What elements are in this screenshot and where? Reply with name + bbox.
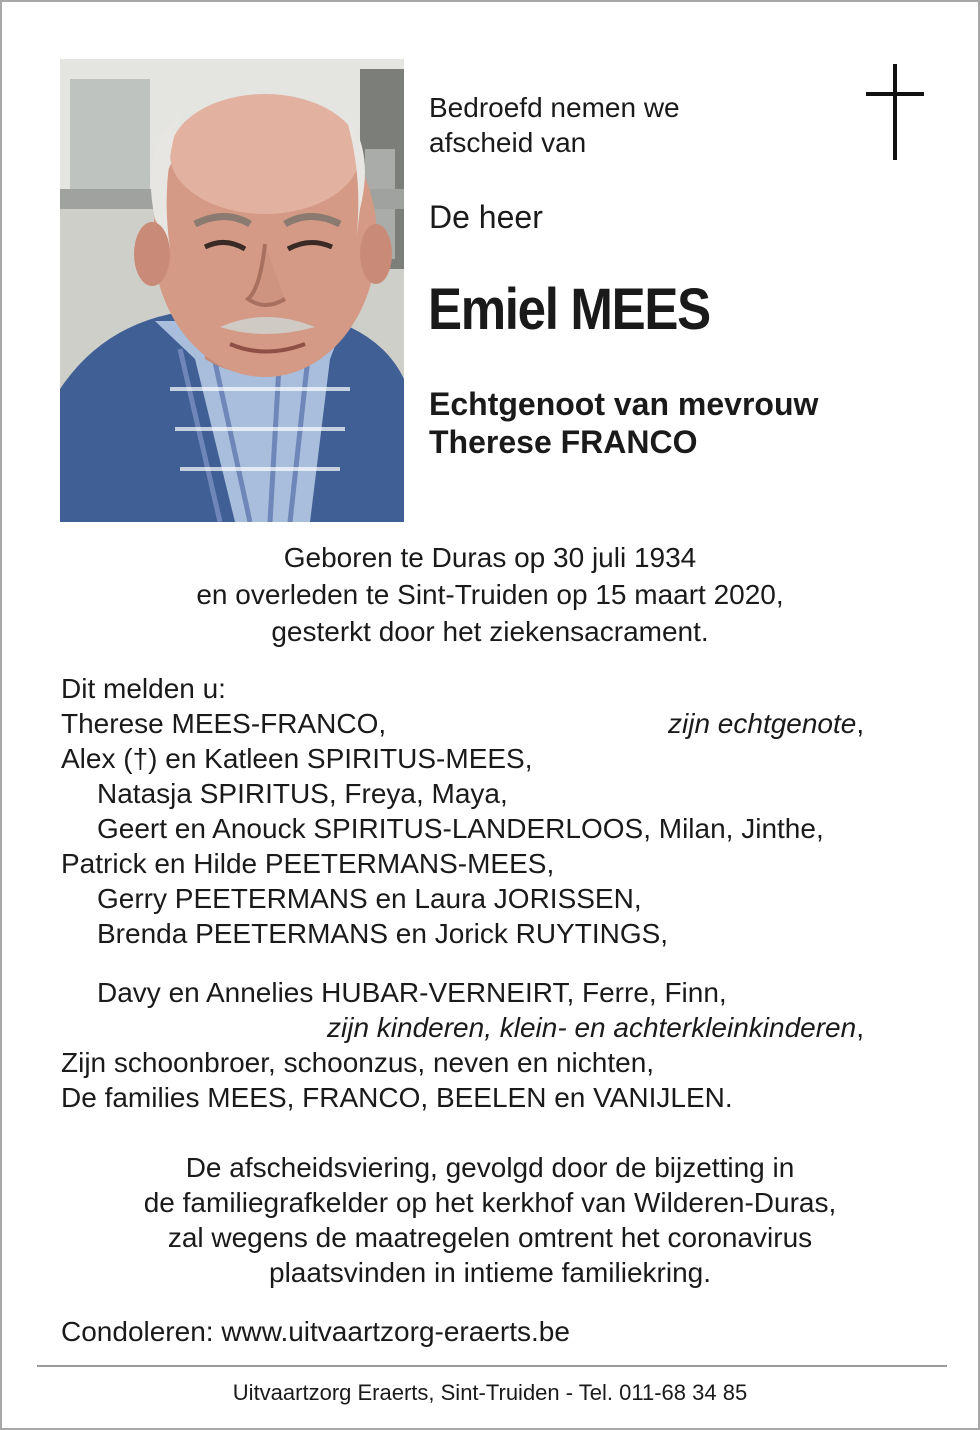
ceremony-line: De afscheidsviering, gevolgd door de bijzetting in — [185, 1152, 795, 1183]
biography — [2, 539, 978, 650]
footer-text: Uitvaartzorg Eraerts, Sint-Truiden - Tel. 011-68 34 85 — [232, 1380, 748, 1405]
footer-divider — [37, 1365, 947, 1367]
children-relation-row — [61, 1010, 941, 1045]
honorific: De heer — [429, 199, 543, 235]
family-row-spouse — [61, 706, 941, 741]
family-line: Alex (†) en Katleen SPIRITUS-MEES, — [61, 743, 533, 774]
children-relation-suffix: , — [856, 1012, 864, 1043]
latin-cross-icon — [866, 64, 924, 160]
family-line: Gerry PEETERMANS en Laura JORISSEN, — [97, 883, 642, 914]
family-other: De families MEES, FRANCO, BEELEN en VANIJLEN. — [61, 1082, 733, 1113]
ceremony-line: plaatsvinden in intieme familiekring. — [269, 1257, 711, 1288]
intro-line: afscheid van — [429, 127, 587, 158]
condolences-link[interactable]: Condoleren: www.uitvaartzorg-eraerts.be — [61, 1316, 570, 1347]
ceremony-text — [2, 1150, 978, 1290]
biography-line: en overleden te Sint-Truiden op 15 maart 2020, — [196, 579, 784, 610]
family-heading: Dit melden u: — [61, 673, 226, 704]
portrait-photo — [60, 59, 404, 522]
intro-line: Bedroefd nemen we — [429, 92, 680, 123]
spouse-name: Therese MEES-FRANCO, — [61, 708, 387, 739]
family-line: Davy en Annelies HUBAR-VERNEIRT, Ferre, Finn, — [97, 977, 727, 1008]
family-other: Zijn schoonbroer, schoonzus, neven en nichten, — [61, 1047, 655, 1078]
family-line: Patrick en Hilde PEETERMANS-MEES, — [61, 848, 555, 879]
family-line: Geert en Anouck SPIRITUS-LANDERLOOS, Milan, Jinthe, — [97, 813, 824, 844]
family-list — [61, 671, 941, 1115]
deceased-name: Emiel MEES — [428, 277, 710, 342]
spouse-line — [429, 385, 818, 461]
biography-line: Geboren te Duras op 30 juli 1934 — [283, 542, 697, 573]
family-line: Natasja SPIRITUS, Freya, Maya, — [97, 778, 508, 809]
ceremony-line: de familiegrafkelder op het kerkhof van Wilderen-Duras, — [143, 1187, 837, 1218]
spouse-relation — [668, 706, 864, 741]
spouse-line-1: Echtgenoot van mevrouw — [429, 386, 819, 422]
children-relation-text: zijn kinderen, klein- en achterkleinkinderen — [327, 1012, 857, 1043]
spouse-relation-suffix: , — [856, 708, 865, 739]
ceremony-line: zal wegens de maatregelen omtrent het coronavirus — [167, 1222, 813, 1253]
spouse-line-2: Therese FRANCO — [429, 424, 698, 460]
intro-text — [429, 90, 829, 160]
biography-line: gesterkt door het ziekensacrament. — [271, 616, 709, 647]
spouse-relation-text: zijn echtgenote — [668, 708, 857, 739]
family-line: Brenda PEETERMANS en Jorick RUYTINGS, — [97, 918, 669, 949]
children-relation — [327, 1010, 864, 1045]
